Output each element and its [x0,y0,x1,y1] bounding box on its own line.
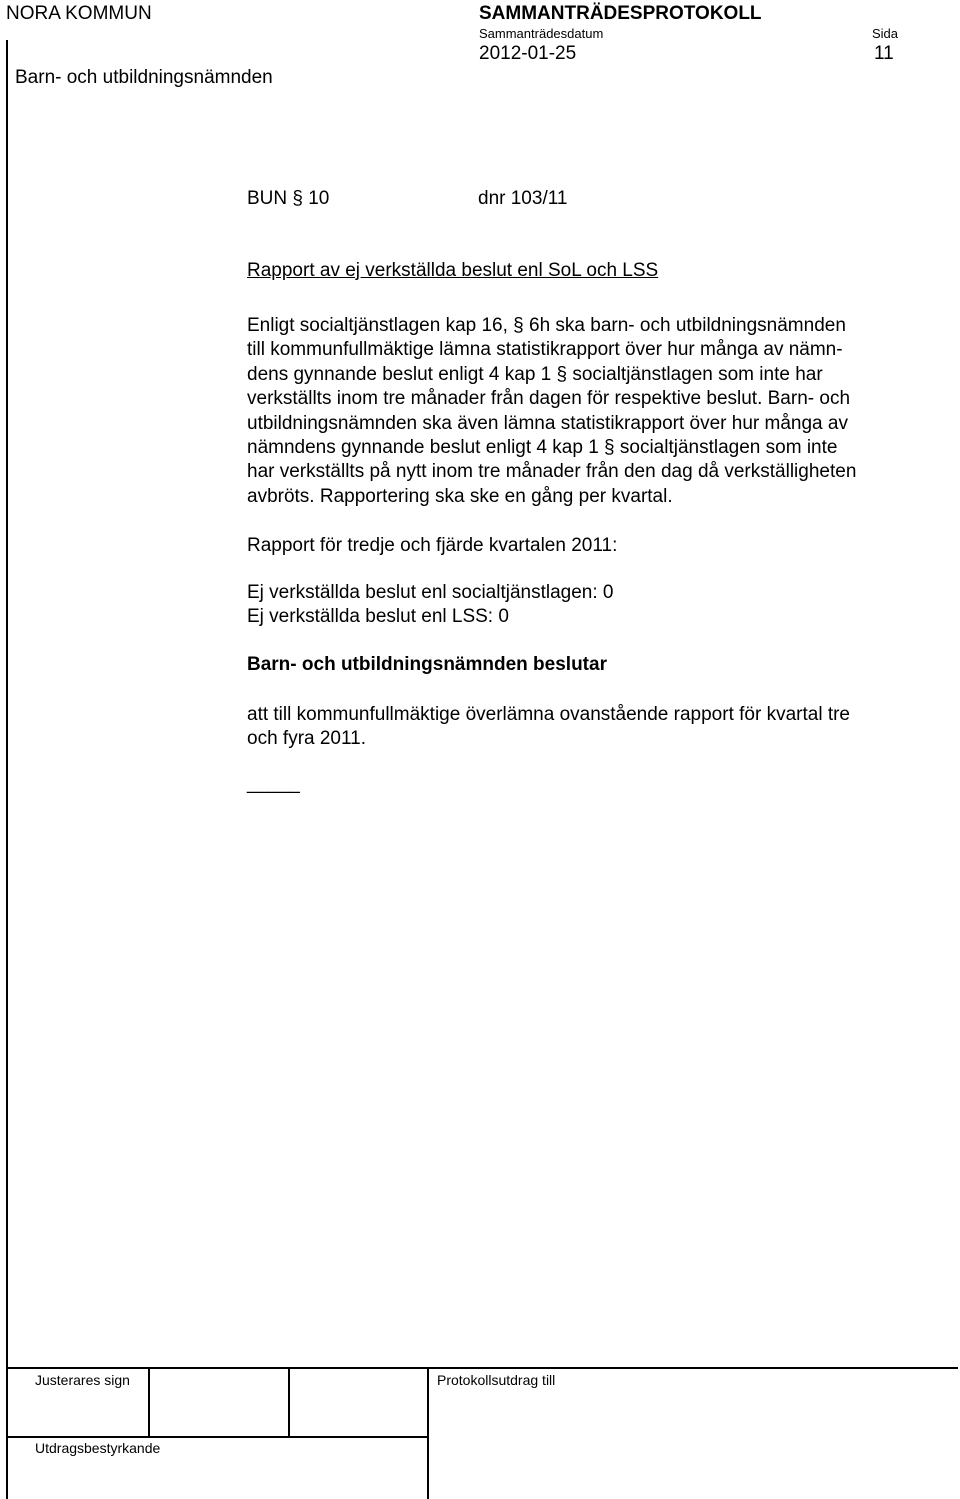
footer-divider-1 [148,1367,150,1437]
body-line: nämndens gynnande beslut enligt 4 kap 1 § socialtjänstlagen som inte [247,437,838,459]
decision-heading: Barn- och utbildningsnämnden beslutar [247,654,607,675]
page-label: Sida [872,26,899,41]
protocol-extract-label: Protokollsutdrag till [437,1372,556,1388]
body-line: avbröts. Rapportering ska ske en gång per kvartal. [247,485,673,507]
certifier-label: Utdragsbestyrkande [35,1440,161,1456]
body-line: Enligt socialtjänstlagen kap 16, § 6h ska barn- och utbildningsnämnden [247,315,846,336]
footer-divider-2 [288,1367,290,1437]
body-line: verkställts inom tre månader från dagen för respektive beslut. Barn- och [247,388,851,410]
body-line: dens gynnande beslut enligt 4 kap 1 § socialtjänstlagen som inte har [247,363,823,385]
body-line: utbildningsnämnden ska även lämna statistikrapport över hur många av [247,412,848,434]
body-paragraph [247,314,927,509]
case-title: Rapport av ej verkställda beslut enl SoL och LSS [247,260,659,281]
body-line: har verkställts på nytt inom tre månader från den dag då verkställigheten [247,461,857,483]
case-number: BUN § 10 [247,188,330,209]
stat-sol: Ej verkställda beslut enl socialtjänstlagen: 0 [247,582,614,603]
committee-name: Barn- och utbildningsnämnden [15,67,273,88]
footer-divider-3 [427,1367,429,1499]
meeting-date-value: 2012-01-25 [479,43,577,64]
stat-lss: Ej verkställda beslut enl LSS: 0 [247,606,509,627]
document-type: SAMMANTRÄDESPROTOKOLL [479,3,762,24]
decision-line: att till kommunfullmäktige överlämna ovanstående rapport för kvartal tre [247,704,850,725]
body-line: till kommunfullmäktige lämna statistikrapport över hur många av nämn- [247,339,843,361]
meeting-date-label: Sammanträdesdatum [479,26,604,41]
left-margin-rule [6,40,8,1499]
end-mark: _____ [247,773,300,794]
decision-line: och fyra 2011. [247,728,367,750]
footer-middle-rule [6,1436,428,1438]
municipality-name: NORA KOMMUN [6,3,152,24]
case-dnr: dnr 103/11 [478,188,568,209]
adjuster-sign-label: Justerares sign [35,1372,130,1388]
report-heading: Rapport för tredje och fjärde kvartalen 2011: [247,535,618,556]
page-number: 11 [874,43,894,64]
decision-paragraph [247,703,927,752]
